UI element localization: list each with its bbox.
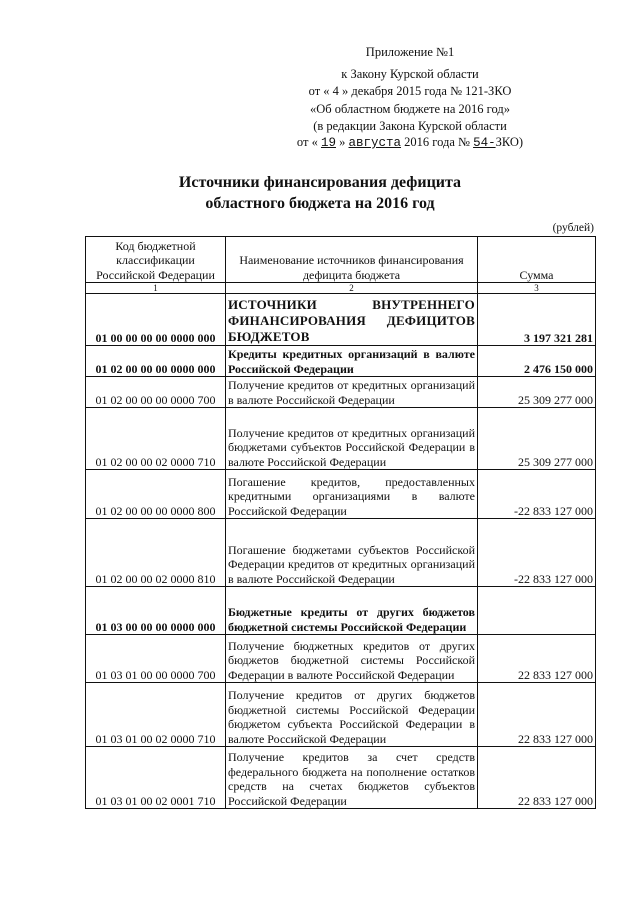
table-row <box>86 635 596 683</box>
edition-date-line <box>240 134 580 151</box>
table-row <box>86 587 596 635</box>
row-sum: -22 833 127 000 <box>478 470 596 519</box>
law-date-line: от « 4 » декабря 2015 года № 121-ЗКО <box>308 84 512 98</box>
table-row <box>86 377 596 408</box>
row-name: Погашение бюджетами субъектов Российской Федерации кредитов от кредитных организаций в валюте Российской Федерации <box>226 519 478 587</box>
row-name: Получение кредитов от других бюджетов бюджетной системы Российской Федерации бюджетом субъекта Российской Федерации в валюте Российской Федерации <box>226 683 478 747</box>
row-sum: 25 309 277 000 <box>478 408 596 470</box>
edition-suffix: ЗКО) <box>495 135 524 149</box>
row-name: Получение бюджетных кредитов от других бюджетов бюджетной системы Российской Федерации в валюте Российской Федерации <box>226 635 478 683</box>
row-sum: 22 833 127 000 <box>478 683 596 747</box>
row-sum: 22 833 127 000 <box>478 747 596 809</box>
table-row <box>86 346 596 377</box>
edition-line: (в редакции Закона Курской области <box>313 119 507 133</box>
index-2: 2 <box>226 283 478 294</box>
edition-prefix: от « <box>296 135 318 149</box>
row-code: 01 02 00 00 00 0000 700 <box>86 377 226 408</box>
header-name: Наименование источников финансирования дефицита бюджета <box>226 237 478 283</box>
row-code: 01 03 01 00 02 0001 710 <box>86 747 226 809</box>
row-sum: 22 833 127 000 <box>478 635 596 683</box>
index-1: 1 <box>86 283 226 294</box>
row-code: 01 03 01 00 02 0000 710 <box>86 683 226 747</box>
table-header-row <box>86 237 596 283</box>
unit-label: (рублей) <box>552 222 594 234</box>
row-sum: 25 309 277 000 <box>478 377 596 408</box>
row-name: Погашение кредитов, предоставленных кредитными организациями в валюте Российской Федерации <box>226 470 478 519</box>
table-row <box>86 747 596 809</box>
row-sum <box>478 587 596 635</box>
row-name: Получение кредитов за счет средств федерального бюджета на пополнение остатков средств на счетах бюджетов субъектов Российской Федерации <box>226 747 478 809</box>
law-reference: к Закону Курской области <box>341 67 479 81</box>
table-row <box>86 470 596 519</box>
table-row <box>86 408 596 470</box>
law-subject: «Об областном бюджете на 2016 год» <box>310 102 510 116</box>
edition-mid: » <box>339 135 346 149</box>
row-name: Получение кредитов от кредитных организаций в валюте Российской Федерации <box>226 377 478 408</box>
row-name: Бюджетные кредиты от других бюджетов бюджетной системы Российской Федерации <box>226 587 478 635</box>
row-name: ИСТОЧНИКИ ВНУТРЕННЕГО ФИНАНСИРОВАНИЯ ДЕФИЦИТОВ БЮДЖЕТОВ <box>226 294 478 346</box>
row-code: 01 03 01 00 00 0000 700 <box>86 635 226 683</box>
row-code: 01 02 00 00 02 0000 810 <box>86 519 226 587</box>
row-sum: -22 833 127 000 <box>478 519 596 587</box>
edition-number: 54- <box>473 136 496 150</box>
edition-day: 19 <box>320 136 336 150</box>
row-name: Получение кредитов от кредитных организаций бюджетами субъектов Российской Федерации в валюте Российской Федерации <box>226 408 478 470</box>
header-sum: Сумма <box>478 237 596 283</box>
row-name: Кредиты кредитных организаций в валюте Российской Федерации <box>226 346 478 377</box>
row-code: 01 03 00 00 00 0000 000 <box>86 587 226 635</box>
row-code: 01 02 00 00 00 0000 000 <box>86 346 226 377</box>
edition-year: 2016 года № <box>404 135 470 149</box>
financing-sources-table <box>85 236 596 809</box>
index-3: 3 <box>478 283 596 294</box>
edition-month: августа <box>348 136 402 150</box>
table-row <box>86 519 596 587</box>
row-sum: 3 197 321 281 <box>478 294 596 346</box>
table-row <box>86 294 596 346</box>
row-sum: 2 476 150 000 <box>478 346 596 377</box>
table-row <box>86 683 596 747</box>
document-title-line2: областного бюджета на 2016 год <box>205 195 435 212</box>
row-code: 01 00 00 00 00 0000 000 <box>86 294 226 346</box>
table-index-row <box>86 283 596 294</box>
row-code: 01 02 00 00 02 0000 710 <box>86 408 226 470</box>
header-code: Код бюджетной классификации Российской Федерации <box>86 237 226 283</box>
document-title-line1: Источники финансирования дефицита <box>178 174 462 191</box>
row-code: 01 02 00 00 00 0000 800 <box>86 470 226 519</box>
appendix-label: Приложение №1 <box>365 45 455 59</box>
